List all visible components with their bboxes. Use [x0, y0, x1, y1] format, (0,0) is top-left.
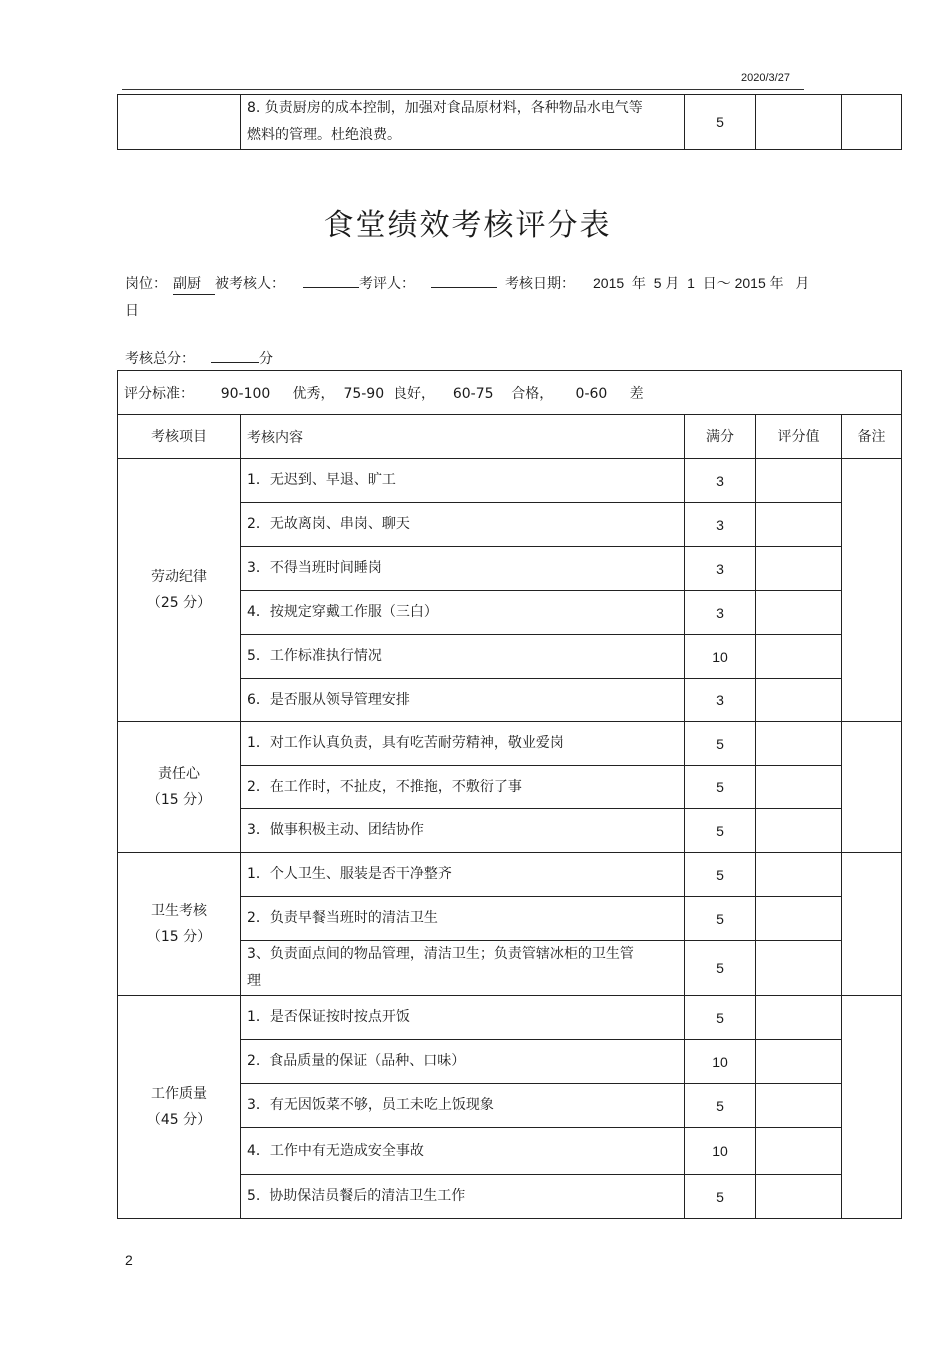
table-row-score: 5 — [685, 941, 756, 996]
table-row-score: 3 — [685, 547, 756, 591]
previous-table-fragment — [117, 94, 902, 150]
table-row-score: 3 — [685, 679, 756, 722]
assessee-label: 被考核人： — [215, 276, 285, 292]
table-row-rating[interactable] — [756, 591, 842, 635]
assessor-label: 考评人： — [359, 276, 415, 292]
prev-score-cell: 5 — [685, 95, 756, 150]
assessee-field[interactable] — [303, 270, 359, 288]
table-row-rating[interactable] — [756, 1084, 842, 1128]
category-points: （15 分） — [146, 792, 212, 808]
category-name: 劳动纪律 — [151, 569, 207, 585]
post-label: 岗位： — [125, 276, 167, 292]
table-row-score: 10 — [685, 635, 756, 679]
table-row-score: 3 — [685, 459, 756, 503]
page-title: 食堂绩效考核评分表 — [323, 208, 612, 243]
table-row-content: 1．无迟到、早退、旷工 — [241, 459, 685, 503]
table-row-content: 3．有无因饭菜不够，员工未吃上饭现象 — [241, 1084, 685, 1128]
page-number: 2 — [125, 1252, 133, 1268]
table-row-content: 2．在工作时，不扯皮，不推拖，不敷衍了事 — [241, 766, 685, 809]
table-row-score: 5 — [685, 1175, 756, 1219]
table-row-rating[interactable] — [756, 459, 842, 503]
table-row-rating[interactable] — [756, 679, 842, 722]
total-unit: 分 — [259, 351, 273, 367]
category-name: 责任心 — [158, 766, 200, 782]
table-row-rating[interactable] — [756, 897, 842, 941]
category-points: （45 分） — [146, 1112, 212, 1128]
column-header-remark: 备注 — [842, 415, 902, 459]
table-row-rating[interactable] — [756, 941, 842, 996]
column-header-item: 考核项目 — [118, 415, 241, 459]
table-row-content: 1．对工作认真负责，具有吃苦耐劳精神，敬业爱岗 — [241, 722, 685, 766]
table-row-content: 6．是否服从领导管理安排 — [241, 679, 685, 722]
table-row-score: 5 — [685, 853, 756, 897]
table-row-rating[interactable] — [756, 1128, 842, 1175]
category-work-quality — [118, 996, 241, 1219]
prev-content-cell: 8. 负责厨房的成本控制，加强对食品原材料，各种物品水电气等燃料的管理。杜绝浪费。 — [241, 95, 685, 150]
table-row-rating[interactable] — [756, 853, 842, 897]
table-row-score: 3 — [685, 591, 756, 635]
category-hygiene — [118, 853, 241, 996]
table-row-rating[interactable] — [756, 635, 842, 679]
table-row-content: 5. 协助保洁员餐后的清洁卫生工作 — [241, 1175, 685, 1219]
category-name: 卫生考核 — [151, 903, 207, 919]
category-points: （15 分） — [146, 929, 212, 945]
table-row-remark[interactable] — [842, 853, 902, 996]
column-header-rating: 评分值 — [756, 415, 842, 459]
category-responsibility — [118, 722, 241, 853]
category-name: 工作质量 — [151, 1086, 207, 1102]
table-row-score: 5 — [685, 722, 756, 766]
prev-rating-cell[interactable] — [756, 95, 842, 150]
date-label: 考核日期： — [505, 276, 575, 292]
table-row-rating[interactable] — [756, 547, 842, 591]
table-row-content: 2．无故离岗、串岗、聊天 — [241, 503, 685, 547]
table-row-content: 3．不得当班时间睡岗 — [241, 547, 685, 591]
info-line — [125, 270, 809, 321]
table-row-score: 3 — [685, 503, 756, 547]
table-row-score: 5 — [685, 766, 756, 809]
column-header-full-score: 满分 — [685, 415, 756, 459]
assessor-field[interactable] — [431, 270, 497, 288]
evaluation-table — [117, 370, 902, 1219]
table-row-rating[interactable] — [756, 766, 842, 809]
category-points: （25 分） — [146, 595, 212, 611]
prev-remark-cell[interactable] — [842, 95, 902, 150]
table-row-score: 10 — [685, 1128, 756, 1175]
table-row-rating[interactable] — [756, 1175, 842, 1219]
scoring-standard: 评分标准： 90-100 优秀， 75-90 良好， 60-75 合格， 0-60 差 — [118, 371, 902, 415]
date-value: 2015 年 5 月 1 日～ 2015 年 月 — [593, 275, 810, 291]
category-labor-discipline — [118, 459, 241, 722]
table-row-score: 5 — [685, 809, 756, 853]
table-row-rating[interactable] — [756, 996, 842, 1040]
table-row-rating[interactable] — [756, 722, 842, 766]
table-row-score: 5 — [685, 897, 756, 941]
total-score-field[interactable] — [211, 345, 259, 363]
table-row-content: 2. 食品质量的保证（品种、口味） — [241, 1040, 685, 1084]
header-date: 2020/3/27 — [741, 72, 790, 84]
table-row-content: 1．个人卫生、服装是否干净整齐 — [241, 853, 685, 897]
total-label: 考核总分： — [125, 351, 195, 367]
table-row-rating[interactable] — [756, 1040, 842, 1084]
table-row-rating[interactable] — [756, 503, 842, 547]
table-row-score: 5 — [685, 1084, 756, 1128]
table-row-remark[interactable] — [842, 459, 902, 722]
table-row-content: 4．按规定穿戴工作服（三白） — [241, 591, 685, 635]
header-rule — [122, 89, 804, 90]
table-row-remark[interactable] — [842, 722, 902, 853]
prev-category-cell — [118, 95, 241, 150]
table-row-remark[interactable] — [842, 996, 902, 1219]
table-row-content: 5．工作标准执行情况 — [241, 635, 685, 679]
table-row-score: 5 — [685, 996, 756, 1040]
table-row-content: 1．是否保证按时按点开饭 — [241, 996, 685, 1040]
post-value: 副厨 — [173, 274, 215, 295]
table-row-rating[interactable] — [756, 809, 842, 853]
total-score-line — [125, 345, 273, 368]
table-row-content: 4．工作中有无造成安全事故 — [241, 1128, 685, 1175]
table-row-content: 3、负责面点间的物品管理，清洁卫生；负责管辖冰柜的卫生管理 — [241, 941, 685, 996]
date-tail: 日 — [125, 303, 139, 319]
table-row-score: 10 — [685, 1040, 756, 1084]
table-row-content: 2．负责早餐当班时的清洁卫生 — [241, 897, 685, 941]
column-header-content: 考核内容 — [241, 415, 685, 459]
table-row-content: 3．做事积极主动、团结协作 — [241, 809, 685, 853]
